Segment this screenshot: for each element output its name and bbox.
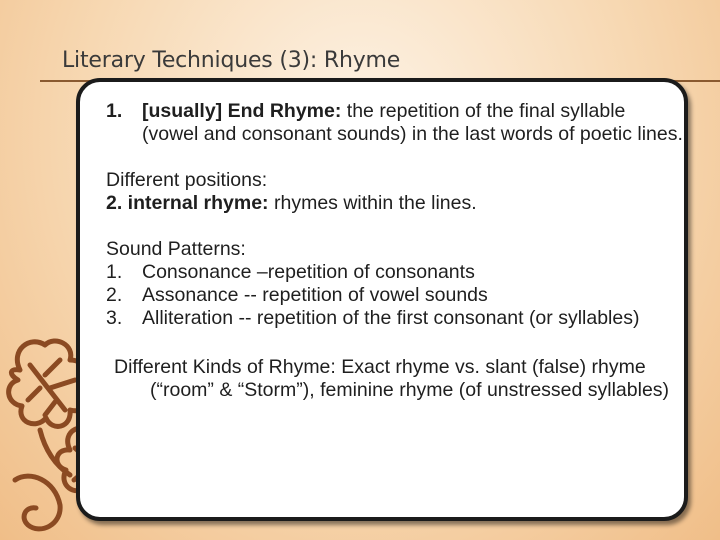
positions-heading: Different positions:: [106, 169, 268, 191]
content-body: [106, 100, 686, 402]
sound-pattern-number: 3.: [106, 307, 123, 329]
slide-title: Literary Techniques (3): Rhyme: [62, 48, 401, 73]
end-rhyme-term: [usually] End Rhyme:: [142, 100, 342, 122]
end-rhyme-definition: the repetition of the final syllable (vowel and consonant sounds) in the last words of poetic lines.: [142, 100, 683, 145]
sound-pattern-item: [106, 261, 686, 284]
internal-rhyme-definition: rhymes within the lines.: [268, 192, 477, 214]
kinds-of-rhyme: Different Kinds of Rhyme: Exact rhyme vs. slant (false) rhyme (“room” & “Storm”), feminine rhyme (of unstressed syllables): [114, 356, 670, 401]
sound-pattern-text: Assonance -- repetition of vowel sounds: [142, 284, 488, 306]
sound-pattern-text: Alliteration -- repetition of the first consonant (or syllables): [142, 307, 640, 329]
sound-pattern-number: 2.: [106, 284, 123, 306]
sound-pattern-item: [106, 284, 686, 307]
sound-pattern-number: 1.: [106, 261, 123, 283]
sound-pattern-text: Consonance –repetition of consonants: [142, 261, 475, 283]
sound-patterns-heading: Sound Patterns:: [106, 238, 246, 260]
end-rhyme-text-wrap: [142, 100, 686, 146]
sound-pattern-item: [106, 307, 686, 330]
end-rhyme-number: 1.: [106, 100, 123, 122]
internal-rhyme-item: [106, 192, 686, 215]
end-rhyme-item: [106, 100, 686, 146]
internal-rhyme-term: 2. internal rhyme:: [106, 192, 269, 214]
